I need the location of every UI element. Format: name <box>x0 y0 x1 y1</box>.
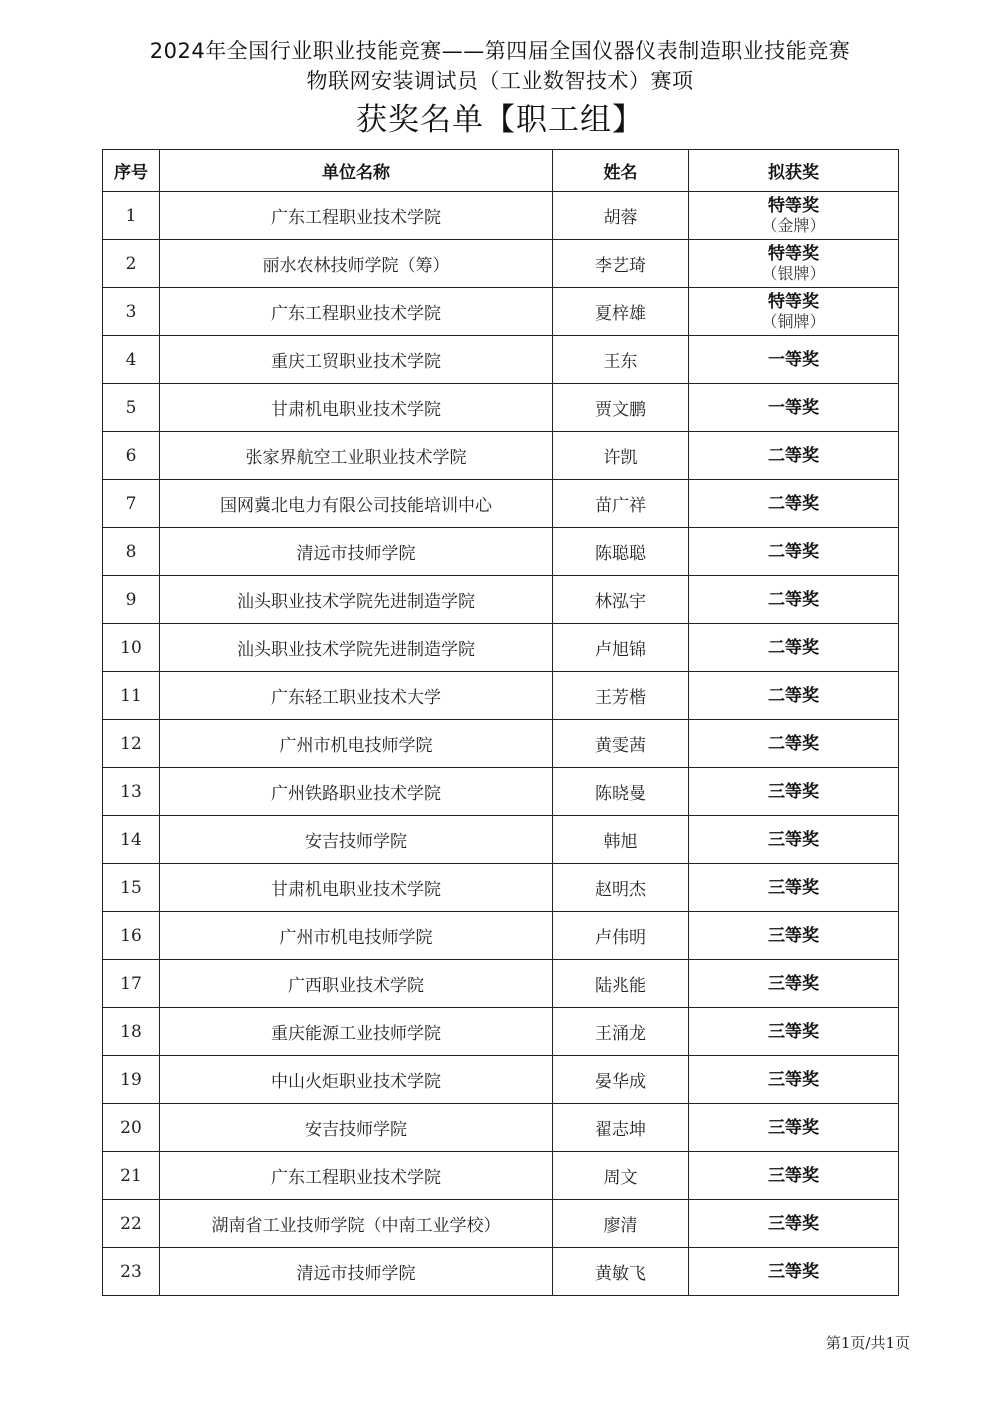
unit-name-cell: 清远市技师学院 <box>160 1248 553 1296</box>
prize-level: 二等奖 <box>768 637 819 658</box>
page-title: 获奖名单【职工组】 <box>356 102 644 138</box>
table-row <box>103 912 899 960</box>
person-name-cell: 晏华成 <box>553 1056 689 1104</box>
table-row <box>103 192 899 240</box>
prize-cell <box>689 912 899 960</box>
prize-cell <box>689 624 899 672</box>
person-name-cell: 翟志坤 <box>553 1104 689 1152</box>
table-row <box>103 672 899 720</box>
prize-level: 二等奖 <box>768 493 819 514</box>
table-row <box>103 1008 899 1056</box>
prize-level: 三等奖 <box>768 781 819 802</box>
awards-table <box>102 149 899 1296</box>
prize-cell <box>689 288 899 336</box>
awards-table-body <box>103 192 899 1296</box>
table-row <box>103 528 899 576</box>
row-number-cell: 9 <box>103 576 160 624</box>
prize-cell <box>689 1152 899 1200</box>
column-header-unit: 单位名称 <box>160 150 553 192</box>
table-row <box>103 1248 899 1296</box>
table-row <box>103 1056 899 1104</box>
unit-name-cell: 安吉技师学院 <box>160 816 553 864</box>
row-number-cell: 21 <box>103 1152 160 1200</box>
unit-name-cell: 广东工程职业技术学院 <box>160 288 553 336</box>
person-name-cell: 赵明杰 <box>553 864 689 912</box>
person-name-cell: 廖清 <box>553 1200 689 1248</box>
prize-cell <box>689 240 899 288</box>
table-row <box>103 960 899 1008</box>
document-header <box>0 36 1000 142</box>
table-row <box>103 480 899 528</box>
table-row <box>103 384 899 432</box>
column-header-name: 姓名 <box>553 150 689 192</box>
row-number-cell: 11 <box>103 672 160 720</box>
prize-level: 三等奖 <box>768 1213 819 1234</box>
unit-name-cell: 甘肃机电职业技术学院 <box>160 384 553 432</box>
unit-name-cell: 国网冀北电力有限公司技能培训中心 <box>160 480 553 528</box>
prize-cell <box>689 816 899 864</box>
unit-name-cell: 安吉技师学院 <box>160 1104 553 1152</box>
prize-cell <box>689 672 899 720</box>
table-row <box>103 624 899 672</box>
person-name-cell: 王芳楷 <box>553 672 689 720</box>
prize-level: 三等奖 <box>768 1165 819 1186</box>
prize-cell <box>689 192 899 240</box>
row-number-cell: 22 <box>103 1200 160 1248</box>
person-name-cell: 卢旭锦 <box>553 624 689 672</box>
row-number-cell: 17 <box>103 960 160 1008</box>
row-number-cell: 3 <box>103 288 160 336</box>
person-name-cell: 王涌龙 <box>553 1008 689 1056</box>
row-number-cell: 1 <box>103 192 160 240</box>
row-number-cell: 18 <box>103 1008 160 1056</box>
row-number-cell: 12 <box>103 720 160 768</box>
prize-level: 三等奖 <box>768 877 819 898</box>
table-row <box>103 576 899 624</box>
prize-level: 二等奖 <box>768 733 819 754</box>
unit-name-cell: 丽水农林技师学院（筹） <box>160 240 553 288</box>
unit-name-cell: 广东工程职业技术学院 <box>160 192 553 240</box>
unit-name-cell: 清远市技师学院 <box>160 528 553 576</box>
prize-level: 二等奖 <box>768 589 819 610</box>
medal-label: （银牌） <box>761 263 826 283</box>
row-number-cell: 6 <box>103 432 160 480</box>
unit-name-cell: 广州市机电技师学院 <box>160 720 553 768</box>
column-header-prize: 拟获奖 <box>689 150 899 192</box>
person-name-cell: 卢伟明 <box>553 912 689 960</box>
prize-cell <box>689 720 899 768</box>
person-name-cell: 周文 <box>553 1152 689 1200</box>
row-number-cell: 15 <box>103 864 160 912</box>
unit-name-cell: 重庆工贸职业技术学院 <box>160 336 553 384</box>
person-name-cell: 陆兆能 <box>553 960 689 1008</box>
row-number-cell: 13 <box>103 768 160 816</box>
prize-cell <box>689 1104 899 1152</box>
person-name-cell: 黄雯茜 <box>553 720 689 768</box>
prize-cell <box>689 384 899 432</box>
prize-level: 特等奖 <box>768 195 819 216</box>
row-number-cell: 8 <box>103 528 160 576</box>
prize-cell <box>689 576 899 624</box>
person-name-cell: 林泓宇 <box>553 576 689 624</box>
unit-name-cell: 甘肃机电职业技术学院 <box>160 864 553 912</box>
table-header-row <box>103 150 899 192</box>
person-name-cell: 王东 <box>553 336 689 384</box>
unit-name-cell: 广西职业技术学院 <box>160 960 553 1008</box>
competition-title: 2024年全国行业职业技能竞赛——第四届全国仪器仪表制造职业技能竞赛 <box>149 39 851 63</box>
table-row <box>103 864 899 912</box>
unit-name-cell: 湖南省工业技师学院（中南工业学校） <box>160 1200 553 1248</box>
row-number-cell: 5 <box>103 384 160 432</box>
prize-level: 二等奖 <box>768 685 819 706</box>
column-header-number: 序号 <box>103 150 160 192</box>
medal-label: （铜牌） <box>761 311 826 331</box>
prize-cell <box>689 960 899 1008</box>
unit-name-cell: 广州市机电技师学院 <box>160 912 553 960</box>
event-subtitle: 物联网安装调试员（工业数智技术）赛项 <box>306 69 694 93</box>
table-row <box>103 1104 899 1152</box>
prize-level: 三等奖 <box>768 1021 819 1042</box>
row-number-cell: 20 <box>103 1104 160 1152</box>
row-number-cell: 14 <box>103 816 160 864</box>
person-name-cell: 陈聪聪 <box>553 528 689 576</box>
unit-name-cell: 汕头职业技术学院先进制造学院 <box>160 576 553 624</box>
row-number-cell: 19 <box>103 1056 160 1104</box>
table-row <box>103 288 899 336</box>
prize-cell <box>689 432 899 480</box>
unit-name-cell: 重庆能源工业技师学院 <box>160 1008 553 1056</box>
prize-cell <box>689 1200 899 1248</box>
table-row <box>103 240 899 288</box>
prize-cell <box>689 864 899 912</box>
prize-cell <box>689 528 899 576</box>
prize-level: 三等奖 <box>768 973 819 994</box>
prize-level: 三等奖 <box>768 1261 819 1282</box>
row-number-cell: 4 <box>103 336 160 384</box>
person-name-cell: 夏梓雄 <box>553 288 689 336</box>
prize-cell <box>689 336 899 384</box>
unit-name-cell: 中山火炬职业技术学院 <box>160 1056 553 1104</box>
unit-name-cell: 广东工程职业技术学院 <box>160 1152 553 1200</box>
unit-name-cell: 张家界航空工业职业技术学院 <box>160 432 553 480</box>
row-number-cell: 2 <box>103 240 160 288</box>
person-name-cell: 韩旭 <box>553 816 689 864</box>
person-name-cell: 许凯 <box>553 432 689 480</box>
unit-name-cell: 广东轻工职业技术大学 <box>160 672 553 720</box>
person-name-cell: 贾文鹏 <box>553 384 689 432</box>
person-name-cell: 陈晓曼 <box>553 768 689 816</box>
prize-level: 特等奖 <box>768 291 819 312</box>
unit-name-cell: 广州铁路职业技术学院 <box>160 768 553 816</box>
person-name-cell: 苗广祥 <box>553 480 689 528</box>
page-number: 第1页/共1页 <box>825 1334 910 1352</box>
prize-level: 特等奖 <box>768 243 819 264</box>
prize-level: 二等奖 <box>768 445 819 466</box>
person-name-cell: 黄敏飞 <box>553 1248 689 1296</box>
unit-name-cell: 汕头职业技术学院先进制造学院 <box>160 624 553 672</box>
prize-level: 二等奖 <box>768 541 819 562</box>
prize-level: 三等奖 <box>768 925 819 946</box>
prize-level: 三等奖 <box>768 1117 819 1138</box>
table-row <box>103 1200 899 1248</box>
table-row <box>103 768 899 816</box>
prize-level: 三等奖 <box>768 829 819 850</box>
person-name-cell: 李艺琦 <box>553 240 689 288</box>
row-number-cell: 23 <box>103 1248 160 1296</box>
prize-level: 三等奖 <box>768 1069 819 1090</box>
prize-cell <box>689 768 899 816</box>
prize-level: 一等奖 <box>768 397 819 418</box>
table-row <box>103 432 899 480</box>
prize-level: 一等奖 <box>768 349 819 370</box>
table-row <box>103 816 899 864</box>
table-row <box>103 336 899 384</box>
prize-cell <box>689 1056 899 1104</box>
medal-label: （金牌） <box>761 215 826 235</box>
row-number-cell: 16 <box>103 912 160 960</box>
prize-cell <box>689 1248 899 1296</box>
table-row <box>103 1152 899 1200</box>
prize-cell <box>689 1008 899 1056</box>
prize-cell <box>689 480 899 528</box>
person-name-cell: 胡蓉 <box>553 192 689 240</box>
row-number-cell: 10 <box>103 624 160 672</box>
row-number-cell: 7 <box>103 480 160 528</box>
table-row <box>103 720 899 768</box>
